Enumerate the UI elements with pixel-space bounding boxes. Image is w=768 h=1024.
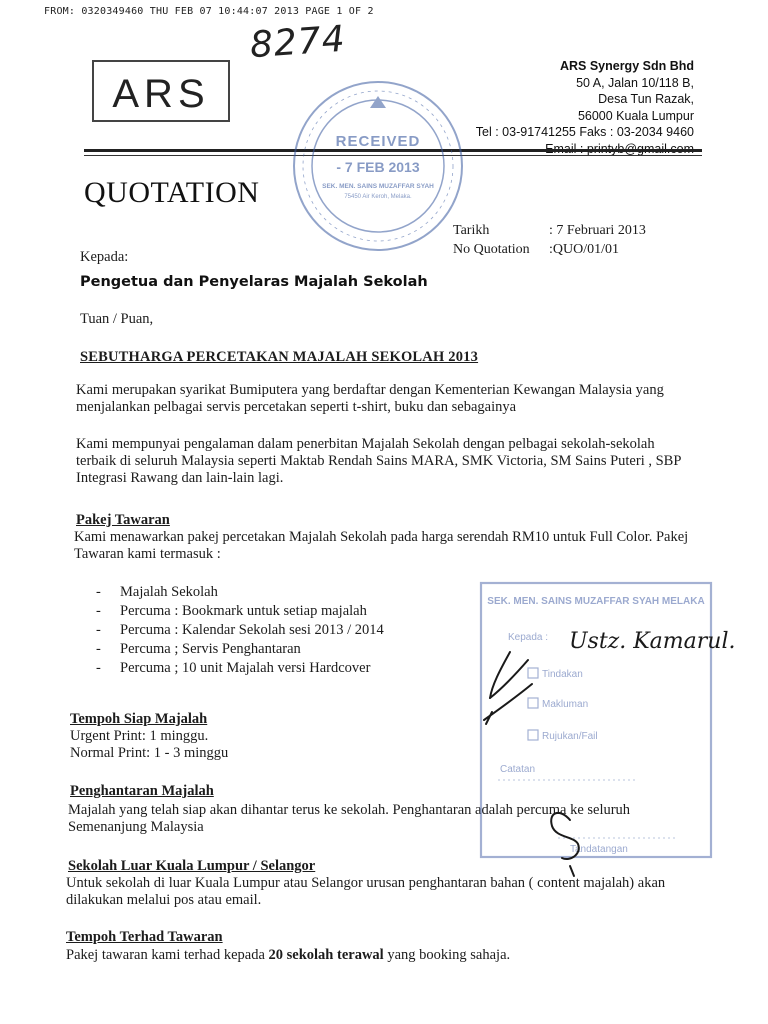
list-item-text: Majalah Sekolah (120, 584, 218, 600)
stamp-kepada-label: Kepada : (508, 632, 549, 643)
stamp-received-school: SEK. MEN. SAINS MUZAFFAR SYAH (322, 183, 434, 190)
delivery-heading: Penghantaran Majalah (70, 783, 214, 799)
company-phone: Tel : 03-91741255 Faks : 03-2034 9460 (475, 125, 694, 139)
company-logo: ARS (112, 72, 210, 116)
list-item: - Percuma : Kalendar Sekolah sesi 2013 / 2014 (96, 622, 384, 638)
company-name: ARS Synergy Sdn Bhd (559, 59, 694, 73)
stamp-makluman-label: Makluman (542, 699, 589, 710)
quotation-meta (453, 221, 646, 259)
list-item-text: Percuma : Bookmark untuk setiap majalah (120, 603, 367, 619)
package-heading: Pakej Tawaran (76, 512, 170, 528)
quote-number-value: :QUO/01/01 (549, 242, 619, 257)
list-item-text: Percuma : Kalendar Sekolah sesi 2013 / 2014 (120, 622, 384, 638)
handwritten-reference-number: 8274 (248, 18, 347, 67)
company-address-block (476, 58, 694, 157)
stamp-received-label: RECEIVED (335, 133, 421, 150)
package-list (96, 583, 384, 678)
limited-offer-highlight: 20 sekolah terawal (268, 947, 384, 963)
stamp-school-name: SEK. MEN. SAINS MUZAFFAR SYAH MELAKA (487, 596, 705, 607)
handwritten-marks (470, 640, 630, 880)
intro-paragraph: Kami merupakan syarikat Bumiputera yang berdaftar dengan Kementerian Kewangan Malaysia yang menjalankan pelbagai servis percetakan seperti t-shirt, buku dan sebagainya (76, 382, 664, 415)
address-line-3: 56000 Kuala Lumpur (577, 108, 694, 123)
date-label: Tarikh (453, 223, 490, 238)
subject-heading: SEBUTHARGA PERCETAKAN MAJALAH SEKOLAH 2013 (80, 349, 479, 365)
delivery-paragraph: Majalah yang telah siap akan dihantar terus ke sekolah. Penghantaran adalah percuma ke seluruh Semenanjung Malaysia (68, 802, 631, 835)
normal-print-line: Normal Print: 1 - 3 minggu (70, 745, 229, 761)
company-email: Email : printyb@gmail.com (545, 141, 694, 156)
stamp-tindakan-label: Tindakan (542, 669, 583, 680)
stamp-rujukan-label: Rujukan/Fail (542, 731, 598, 742)
list-item-text: Percuma ; Servis Penghantaran (120, 641, 301, 657)
outside-kl-paragraph: Untuk sekolah di luar Kuala Lumpur atau Selangor urusan penghantaran bahan ( content majalah) akan dilakukan melalui pos atau email. (66, 875, 666, 908)
list-item: - Percuma ; Servis Penghantaran (96, 641, 301, 657)
stamp-tandatangan-label: Tandatangan (570, 844, 628, 855)
limited-offer-heading: Tempoh Terhad Tawaran (66, 929, 223, 945)
list-item: - Percuma : Bookmark untuk setiap majalah (96, 603, 367, 619)
completion-time-details (70, 728, 228, 762)
recipient: Pengetua dan Penyelaras Majalah Sekolah (80, 274, 428, 290)
urgent-print-line: Urgent Print: 1 minggu. (70, 728, 209, 744)
stamp-received-address: 75450 Air Keroh, Melaka. (344, 194, 412, 200)
fax-header: FROM: 0320349460 THU FEB 07 10:44:07 2013 PAGE 1 OF 2 (44, 6, 374, 17)
list-item: - Majalah Sekolah (96, 584, 218, 600)
limited-offer-text-start: Pakej tawaran kami terhad kepada (66, 947, 269, 963)
stamp-received-date: - 7 FEB 2013 (336, 159, 420, 175)
salutation: Tuan / Puan, (80, 311, 154, 327)
experience-paragraph: Kami mempunyai pengalaman dalam penerbitan Majalah Sekolah dengan pelbagai sekolah-sekolah terbaik di seluruh Malaysia seperti Maktab Rendah Sains MARA, SMK Victoria, SM Sains Puteri , SBP Integrasi Rawang dan lain-lain lagi. (76, 436, 681, 486)
quote-number-label: No Quotation (453, 242, 530, 257)
date-value: : 7 Februari 2013 (549, 223, 646, 238)
package-paragraph: Kami menawarkan pakej percetakan Majalah Sekolah pada harga serendah RM10 untuk Full Color. Pakej Tawaran kami termasuk : (74, 529, 689, 562)
handwritten-addressee-text: Ustz. Kamarul. (569, 629, 736, 654)
limited-offer-text-end: yang booking sahaja. (383, 947, 511, 963)
completion-time-heading: Tempoh Siap Majalah (70, 711, 208, 727)
limited-offer-paragraph (66, 947, 510, 964)
document-title: QUOTATION (84, 176, 260, 209)
address-line-1: 50 A, Jalan 10/118 B, (576, 75, 694, 90)
list-item: - Percuma ; 10 unit Majalah versi Hardcover (96, 660, 371, 676)
to-label: Kepada: (80, 249, 129, 265)
outside-kl-heading: Sekolah Luar Kuala Lumpur / Selangor (68, 858, 316, 874)
list-item-text: Percuma ; 10 unit Majalah versi Hardcover (120, 660, 371, 676)
received-stamp (286, 74, 470, 258)
stamp-catatan-label: Catatan (500, 764, 536, 775)
address-line-2: Desa Tun Razak, (598, 92, 694, 106)
